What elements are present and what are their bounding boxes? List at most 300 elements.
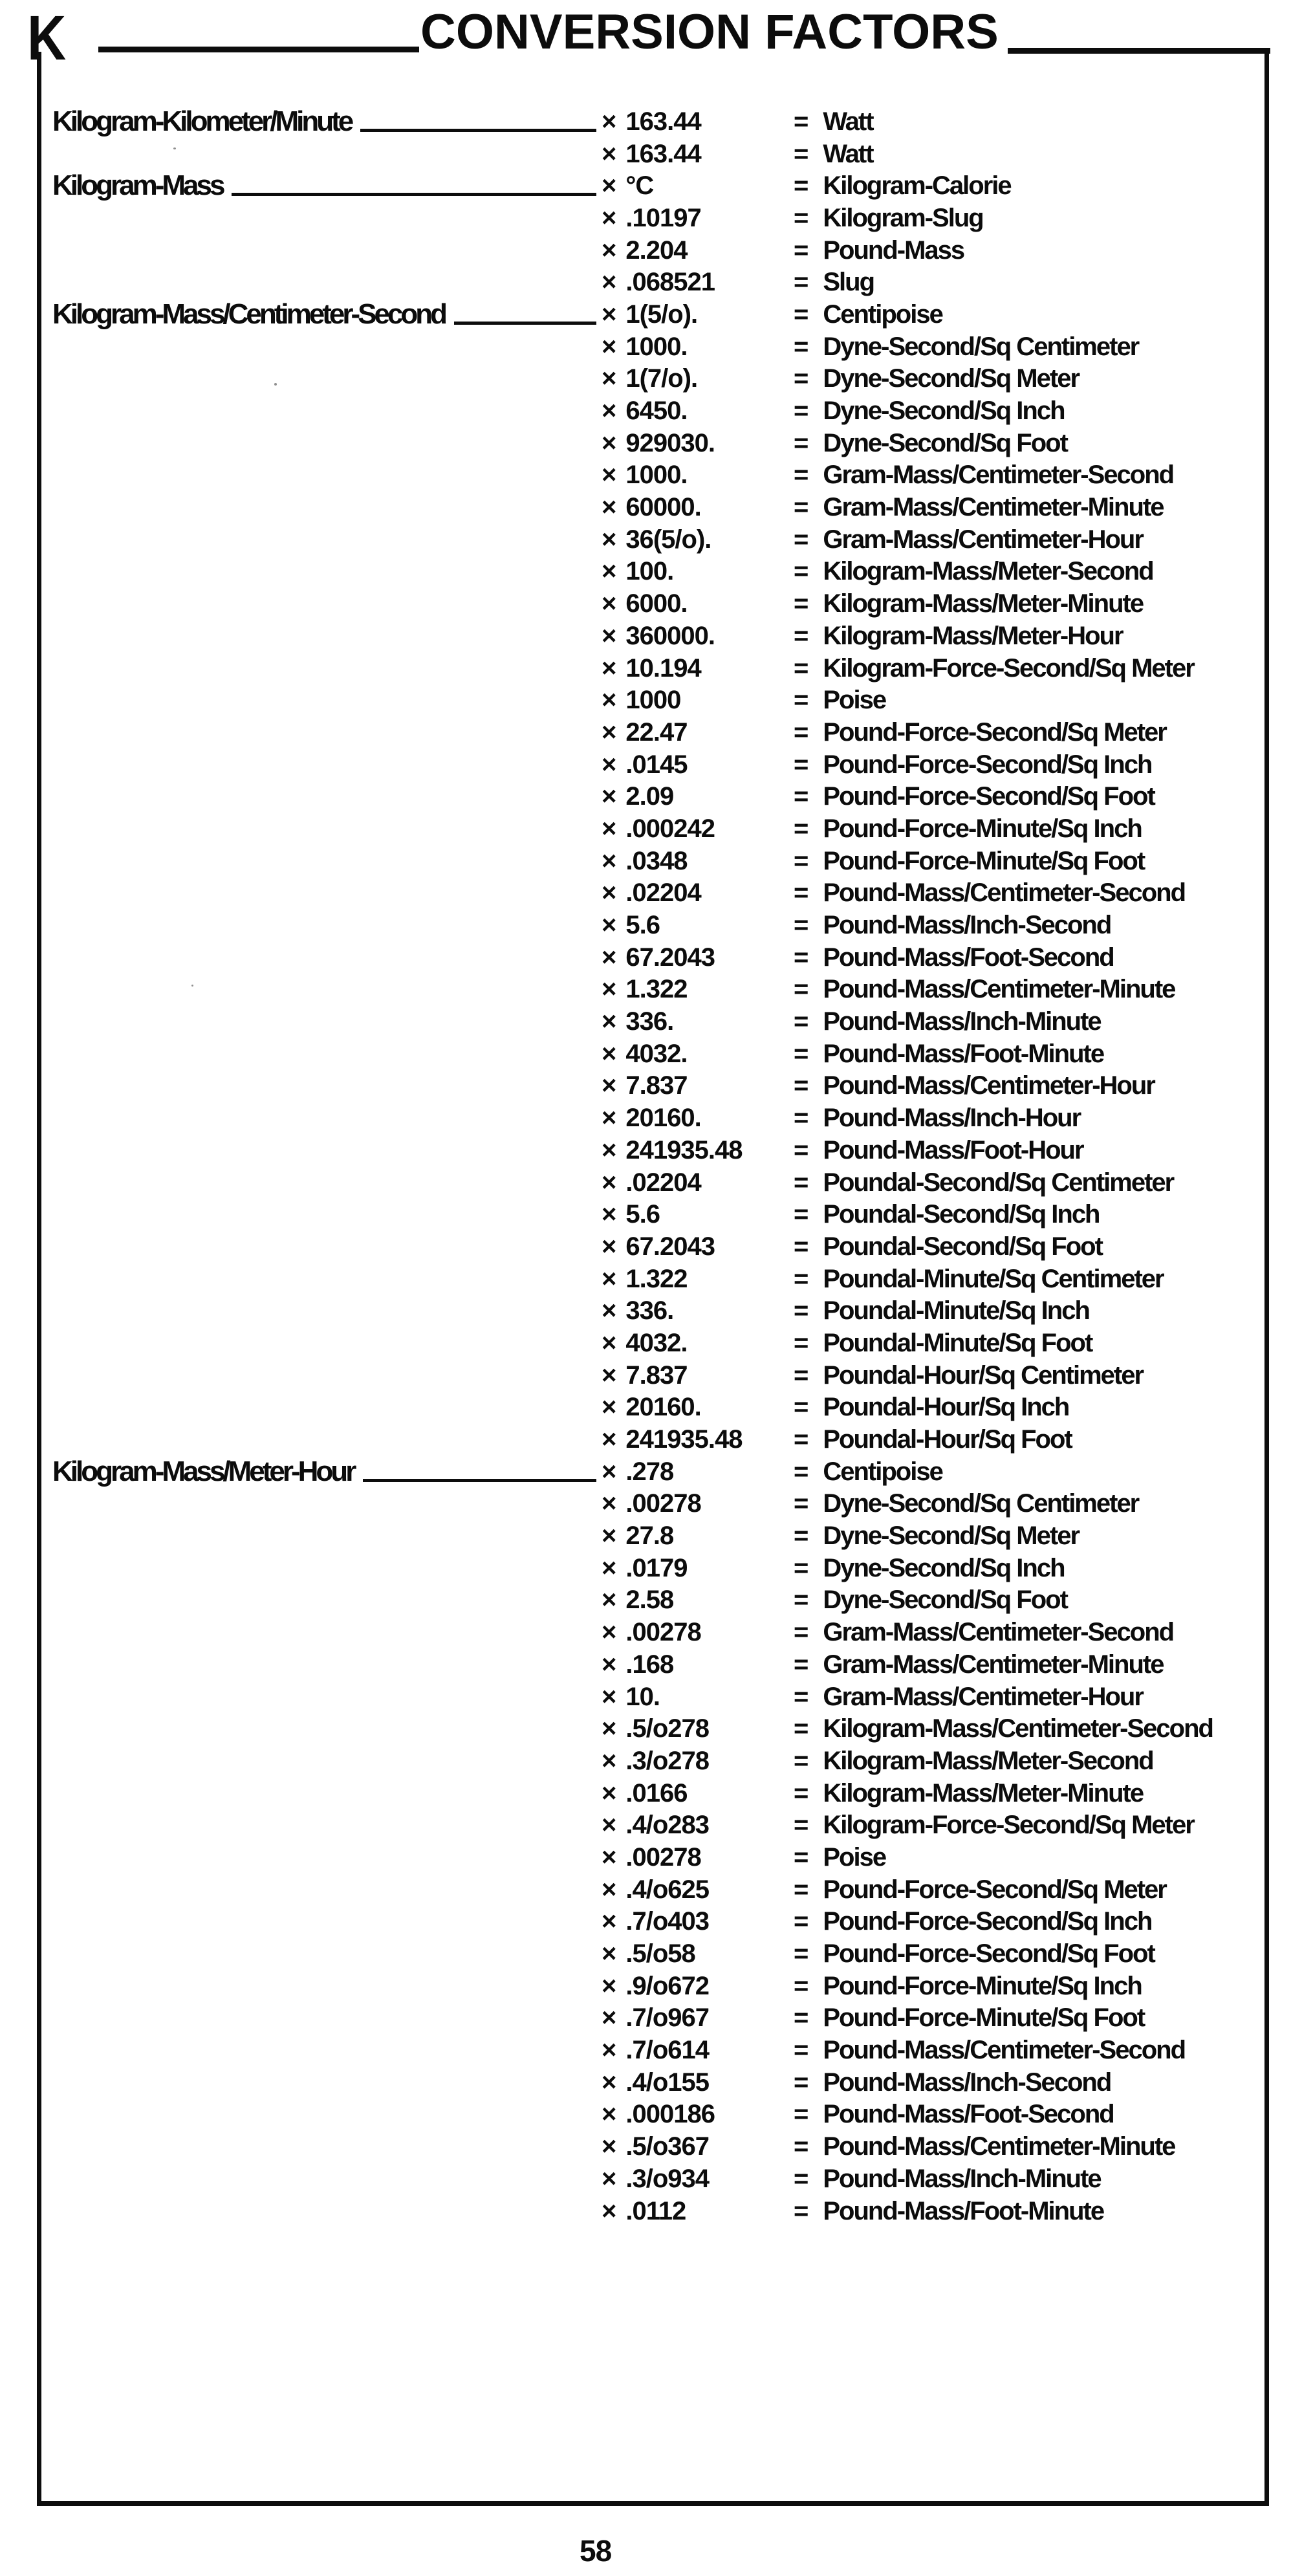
unit-cell <box>41 1457 602 1486</box>
multiply-symbol: × <box>602 1135 617 1164</box>
multiplier-cell <box>602 527 794 552</box>
equals-symbol: = <box>794 171 809 201</box>
equals-symbol: = <box>794 1264 809 1293</box>
factor-value: .5/o367 <box>625 2132 710 2161</box>
factor-value: .02204 <box>625 1168 701 1197</box>
table-row <box>41 1841 1264 1873</box>
table-row <box>41 748 1264 781</box>
table-row <box>41 1488 1264 1520</box>
result-unit: Gram-Mass/Centimeter-Minute <box>823 493 1164 522</box>
result-cell <box>794 623 1264 649</box>
factor-value: .02204 <box>625 879 701 908</box>
result-unit: Pound-Mass/Foot-Second <box>823 943 1114 972</box>
multiplier-cell <box>602 1716 794 1741</box>
result-unit: Kilogram-Force-Second/Sq Meter <box>823 653 1194 682</box>
factor-value: 1000. <box>625 461 688 490</box>
equals-symbol: = <box>794 2100 809 2129</box>
factor-value: 10.194 <box>625 653 701 682</box>
result-unit: Poundal-Hour/Sq Centimeter <box>823 1360 1144 1390</box>
result-cell <box>794 1041 1264 1067</box>
multiply-symbol: × <box>602 2068 617 2097</box>
multiplier-cell <box>602 366 794 391</box>
result-cell <box>794 366 1264 391</box>
equals-symbol: = <box>794 2036 809 2065</box>
scan-speck <box>191 985 193 987</box>
equals-symbol: = <box>794 1682 809 1711</box>
result-unit: Pound-Mass/Inch-Second <box>823 911 1111 940</box>
multiplier-cell <box>602 1780 794 1806</box>
factor-value: .00278 <box>625 1489 701 1518</box>
table-row <box>41 813 1264 845</box>
factor-value: .0145 <box>625 750 688 779</box>
table-row <box>41 2034 1264 2066</box>
multiplier-cell <box>602 334 794 360</box>
table-row <box>41 1005 1264 1038</box>
multiply-symbol: × <box>602 268 617 297</box>
multiplier-cell <box>602 1459 794 1485</box>
table-row <box>41 202 1264 234</box>
multiply-symbol: × <box>602 2100 617 2129</box>
result-unit: Pound-Mass/Foot-Minute <box>823 2196 1104 2225</box>
multiplier-cell <box>602 1170 794 1195</box>
result-cell <box>794 2134 1264 2159</box>
factor-value: .068521 <box>625 268 715 297</box>
multiplier-cell <box>602 1908 794 1934</box>
result-cell <box>794 269 1264 295</box>
factor-value: 67.2043 <box>625 1232 715 1261</box>
table-row <box>41 1327 1264 1359</box>
multiplier-cell <box>602 2037 794 2063</box>
result-cell <box>794 301 1264 327</box>
result-cell <box>794 1587 1264 1613</box>
multiplier-cell <box>602 205 794 231</box>
table-row <box>41 491 1264 523</box>
multiply-symbol: × <box>602 493 617 522</box>
equals-symbol: = <box>794 300 809 329</box>
table-row <box>41 1616 1264 1648</box>
equals-symbol: = <box>794 1071 809 1100</box>
result-cell <box>794 944 1264 970</box>
label-underline <box>232 193 596 196</box>
table-row <box>41 1038 1264 1070</box>
multiply-symbol: × <box>602 621 617 650</box>
table-row <box>41 1198 1264 1230</box>
table-row <box>41 684 1264 716</box>
table-row <box>41 523 1264 556</box>
multiplier-cell <box>602 687 794 713</box>
result-unit: Kilogram-Force-Second/Sq Meter <box>823 1811 1194 1840</box>
equals-symbol: = <box>794 364 809 393</box>
result-unit: Poundal-Minute/Sq Centimeter <box>823 1264 1164 1293</box>
multiplier-cell <box>602 1362 794 1388</box>
multiply-symbol: × <box>602 1007 617 1036</box>
result-cell <box>794 655 1264 681</box>
table-row <box>41 652 1264 684</box>
equals-symbol: = <box>794 1650 809 1679</box>
result-unit: Poise <box>823 1842 886 1872</box>
equals-symbol: = <box>794 332 809 361</box>
table-row <box>41 138 1264 170</box>
table-row <box>41 974 1264 1006</box>
unit-cell <box>41 107 602 136</box>
table-row <box>41 2066 1264 2099</box>
result-unit: Poundal-Second/Sq Centimeter <box>823 1168 1174 1197</box>
result-cell <box>794 1973 1264 1999</box>
multiply-symbol: × <box>602 975 617 1004</box>
result-unit: Centipoise <box>823 300 942 329</box>
result-unit: Pound-Force-Minute/Sq Foot <box>823 846 1145 875</box>
label-underline <box>454 322 596 325</box>
result-cell <box>794 1748 1264 1774</box>
multiply-symbol: × <box>602 943 617 972</box>
result-cell <box>794 462 1264 488</box>
factor-value: .0166 <box>625 1778 688 1807</box>
multiply-symbol: × <box>602 2003 617 2033</box>
result-cell <box>794 912 1264 938</box>
equals-symbol: = <box>794 1457 809 1486</box>
multiply-symbol: × <box>602 1778 617 1807</box>
multiply-symbol: × <box>602 1425 617 1454</box>
factor-value: .168 <box>625 1650 674 1679</box>
section-letter: K <box>27 3 67 73</box>
factor-value: 20160. <box>625 1393 701 1422</box>
multiplier-cell <box>602 848 794 874</box>
multiplier-cell <box>602 1009 794 1034</box>
multiplier-cell <box>602 141 794 167</box>
multiply-symbol: × <box>602 171 617 201</box>
factor-value: 1.322 <box>625 975 688 1004</box>
table-row <box>41 1906 1264 1938</box>
result-cell <box>794 1812 1264 1838</box>
multiplier-cell <box>602 1201 794 1227</box>
equals-symbol: = <box>794 814 809 843</box>
factor-value: .000186 <box>625 2100 715 2129</box>
multiplier-cell <box>602 1426 794 1452</box>
multiply-symbol: × <box>602 1071 617 1100</box>
multiply-symbol: × <box>602 1586 617 1615</box>
result-unit: Kilogram-Mass/Centimeter-Second <box>823 1714 1213 1743</box>
factor-value: .00278 <box>625 1842 701 1872</box>
result-cell <box>794 816 1264 842</box>
result-cell <box>794 1877 1264 1903</box>
factor-value: .3/o278 <box>625 1746 710 1775</box>
page-title: CONVERSION FACTORS <box>420 5 999 60</box>
label-underline <box>363 1479 596 1482</box>
multiply-symbol: × <box>602 1457 617 1486</box>
multiply-symbol: × <box>602 750 617 779</box>
result-cell <box>794 1009 1264 1034</box>
table-row <box>41 1070 1264 1102</box>
table-row <box>41 1809 1264 1841</box>
result-cell <box>794 527 1264 552</box>
multiply-symbol: × <box>602 1328 617 1357</box>
multiplier-cell <box>602 173 794 199</box>
result-unit: Slug <box>823 268 874 297</box>
multiplier-cell <box>602 783 794 809</box>
equals-symbol: = <box>794 1586 809 1615</box>
factor-value: 100. <box>625 557 674 586</box>
result-unit: Dyne-Second/Sq Foot <box>823 428 1067 457</box>
table-row <box>41 1392 1264 1424</box>
multiply-symbol: × <box>602 1682 617 1711</box>
result-unit: Gram-Mass/Centimeter-Minute <box>823 1650 1164 1679</box>
equals-symbol: = <box>794 750 809 779</box>
multiplier-cell <box>602 1523 794 1549</box>
multiply-symbol: × <box>602 2196 617 2225</box>
result-unit: Kilogram-Mass/Meter-Minute <box>823 1778 1144 1807</box>
table-row <box>41 331 1264 363</box>
multiplier-cell <box>602 1298 794 1324</box>
multiply-symbol: × <box>602 364 617 393</box>
result-cell <box>794 1426 1264 1452</box>
table-row <box>41 1970 1264 2002</box>
result-unit: Dyne-Second/Sq Inch <box>823 397 1065 426</box>
factor-value: .7/o403 <box>625 1907 710 1936</box>
multiply-symbol: × <box>602 1939 617 1969</box>
multiplier-cell <box>602 976 794 1002</box>
factor-value: 27.8 <box>625 1522 674 1551</box>
factor-value: 22.47 <box>625 717 688 747</box>
multiplier-cell <box>602 944 794 970</box>
equals-symbol: = <box>794 235 809 265</box>
result-cell <box>794 173 1264 199</box>
multiplier-cell <box>602 1105 794 1131</box>
result-unit: Kilogram-Mass/Meter-Hour <box>823 621 1123 650</box>
multiplier-cell <box>602 2101 794 2127</box>
multiplier-cell <box>602 494 794 520</box>
multiply-symbol: × <box>602 525 617 554</box>
equals-symbol: = <box>794 1875 809 1904</box>
result-cell <box>794 2005 1264 2031</box>
table-row <box>41 234 1264 267</box>
equals-symbol: = <box>794 397 809 426</box>
factor-value: 360000. <box>625 621 715 650</box>
equals-symbol: = <box>794 1232 809 1261</box>
factor-value: .00278 <box>625 1618 701 1647</box>
factor-value: .4/o155 <box>625 2068 710 2097</box>
multiplier-cell <box>602 719 794 745</box>
table-row <box>41 105 1264 138</box>
equals-symbol: = <box>794 2132 809 2161</box>
multiply-symbol: × <box>602 653 617 682</box>
result-unit: Kilogram-Mass/Meter-Minute <box>823 589 1144 618</box>
factor-value: .4/o625 <box>625 1875 710 1904</box>
multiplier-cell <box>602 816 794 842</box>
table-row <box>41 1359 1264 1392</box>
result-cell <box>794 398 1264 424</box>
factor-value: .4/o283 <box>625 1811 710 1840</box>
result-cell <box>794 1330 1264 1356</box>
unit-cell <box>41 300 602 329</box>
result-cell <box>794 2198 1264 2224</box>
result-cell <box>794 687 1264 713</box>
result-unit: Pound-Force-Second/Sq Meter <box>823 717 1166 747</box>
multiply-symbol: × <box>602 1232 617 1261</box>
equals-symbol: = <box>794 1842 809 1872</box>
equals-symbol: = <box>794 653 809 682</box>
equals-symbol: = <box>794 1328 809 1357</box>
result-cell <box>794 1459 1264 1485</box>
result-cell <box>794 1908 1264 1934</box>
result-unit: Dyne-Second/Sq Inch <box>823 1553 1065 1582</box>
factor-value: .000242 <box>625 814 715 843</box>
table-row <box>41 1263 1264 1295</box>
result-cell <box>794 1234 1264 1260</box>
result-unit: Watt <box>823 107 873 136</box>
multiply-symbol: × <box>602 1296 617 1326</box>
multiplier-cell <box>602 462 794 488</box>
result-unit: Pound-Force-Minute/Sq Inch <box>823 1971 1142 2000</box>
equals-symbol: = <box>794 943 809 972</box>
label-underline <box>360 129 596 132</box>
multiply-symbol: × <box>602 1039 617 1068</box>
table-row <box>41 1294 1264 1327</box>
unit-label: Kilogram-Mass/Centimeter-Second <box>52 298 446 330</box>
result-cell <box>794 1844 1264 1870</box>
factor-value: 241935.48 <box>625 1135 743 1164</box>
result-cell <box>794 1619 1264 1645</box>
equals-symbol: = <box>794 1746 809 1775</box>
equals-symbol: = <box>794 686 809 715</box>
equals-symbol: = <box>794 1135 809 1164</box>
factor-value: 6000. <box>625 589 688 618</box>
scan-speck <box>173 147 176 149</box>
equals-symbol: = <box>794 1939 809 1969</box>
equals-symbol: = <box>794 139 809 168</box>
table-row <box>41 1777 1264 1809</box>
result-unit: Kilogram-Mass/Meter-Second <box>823 1746 1153 1775</box>
result-unit: Pound-Mass/Foot-Minute <box>823 1039 1104 1068</box>
multiplier-cell <box>602 1812 794 1838</box>
table-row <box>41 2002 1264 2035</box>
table-row <box>41 877 1264 910</box>
result-unit: Kilogram-Mass/Meter-Second <box>823 557 1153 586</box>
table-row <box>41 266 1264 298</box>
multiply-symbol: × <box>602 332 617 361</box>
table-row <box>41 1681 1264 1713</box>
result-unit: Pound-Force-Minute/Sq Foot <box>823 2003 1145 2033</box>
multiply-symbol: × <box>602 1875 617 1904</box>
multiply-symbol: × <box>602 1971 617 2000</box>
equals-symbol: = <box>794 1168 809 1197</box>
unit-label: Kilogram-Mass/Meter-Hour <box>52 1455 354 1487</box>
factor-value: 2.09 <box>625 782 674 811</box>
result-unit: Poundal-Minute/Sq Inch <box>823 1296 1089 1326</box>
factor-value: 20160. <box>625 1104 701 1133</box>
result-cell <box>794 2069 1264 2095</box>
multiply-symbol: × <box>602 557 617 586</box>
equals-symbol: = <box>794 621 809 650</box>
table-row <box>41 909 1264 941</box>
table-row <box>41 2130 1264 2163</box>
equals-symbol: = <box>794 461 809 490</box>
result-unit: Gram-Mass/Centimeter-Hour <box>823 1682 1143 1711</box>
multiply-symbol: × <box>602 879 617 908</box>
factor-value: 241935.48 <box>625 1425 743 1454</box>
table-row <box>41 1134 1264 1166</box>
equals-symbol: = <box>794 1360 809 1390</box>
equals-symbol: = <box>794 1489 809 1518</box>
multiplier-cell <box>602 752 794 778</box>
multiplier-cell <box>602 2134 794 2159</box>
table-row <box>41 780 1264 813</box>
result-unit: Pound-Mass/Inch-Hour <box>823 1104 1081 1133</box>
factor-value: 60000. <box>625 493 701 522</box>
equals-symbol: = <box>794 557 809 586</box>
multiplier-cell <box>602 1684 794 1710</box>
multiply-symbol: × <box>602 2164 617 2193</box>
result-unit: Pound-Mass/Centimeter-Minute <box>823 975 1175 1004</box>
table-row <box>41 1423 1264 1456</box>
multiplier-cell <box>602 237 794 263</box>
multiplier-cell <box>602 1587 794 1613</box>
multiplier-cell <box>602 1234 794 1260</box>
multiply-symbol: × <box>602 203 617 232</box>
result-unit: Pound-Mass/Centimeter-Hour <box>823 1071 1155 1100</box>
table-row <box>41 716 1264 748</box>
multiplier-cell <box>602 1973 794 1999</box>
equals-symbol: = <box>794 1200 809 1229</box>
equals-symbol: = <box>794 1553 809 1582</box>
table-row <box>41 620 1264 652</box>
multiply-symbol: × <box>602 1553 617 1582</box>
equals-symbol: = <box>794 975 809 1004</box>
table-row <box>41 1648 1264 1681</box>
table-row <box>41 1102 1264 1134</box>
multiply-symbol: × <box>602 1360 617 1390</box>
multiply-symbol: × <box>602 2036 617 2065</box>
result-cell <box>794 1780 1264 1806</box>
multiplier-cell <box>602 1266 794 1292</box>
equals-symbol: = <box>794 2164 809 2193</box>
result-unit: Dyne-Second/Sq Foot <box>823 1586 1067 1615</box>
factor-value: .278 <box>625 1457 674 1486</box>
table-row <box>41 556 1264 588</box>
unit-label: Kilogram-Kilometer/Minute <box>52 105 352 137</box>
multiply-symbol: × <box>602 397 617 426</box>
multiplier-cell <box>602 1748 794 1774</box>
factor-value: .3/o934 <box>625 2164 710 2193</box>
result-cell <box>794 2037 1264 2063</box>
result-unit: Kilogram-Slug <box>823 203 983 232</box>
multiplier-cell <box>602 430 794 456</box>
result-cell <box>794 1652 1264 1677</box>
factor-value: .0112 <box>625 2196 686 2225</box>
multiply-symbol: × <box>602 1522 617 1551</box>
result-unit: Pound-Mass/Foot-Hour <box>823 1135 1083 1164</box>
result-cell <box>794 334 1264 360</box>
result-cell <box>794 1941 1264 1967</box>
equals-symbol: = <box>794 846 809 875</box>
equals-symbol: = <box>794 1522 809 1551</box>
result-cell <box>794 1684 1264 1710</box>
multiplier-cell <box>602 2005 794 2031</box>
multiplier-cell <box>602 1844 794 1870</box>
multiplier-cell <box>602 880 794 906</box>
result-unit: Pound-Force-Second/Sq Inch <box>823 1907 1152 1936</box>
multiply-symbol: × <box>602 1393 617 1422</box>
equals-symbol: = <box>794 428 809 457</box>
multiplier-cell <box>602 558 794 584</box>
equals-symbol: = <box>794 1393 809 1422</box>
equals-symbol: = <box>794 1296 809 1326</box>
result-cell <box>794 1266 1264 1292</box>
factor-value: 336. <box>625 1296 674 1326</box>
multiply-symbol: × <box>602 461 617 490</box>
equals-symbol: = <box>794 525 809 554</box>
table-row <box>41 427 1264 459</box>
multiply-symbol: × <box>602 107 617 136</box>
